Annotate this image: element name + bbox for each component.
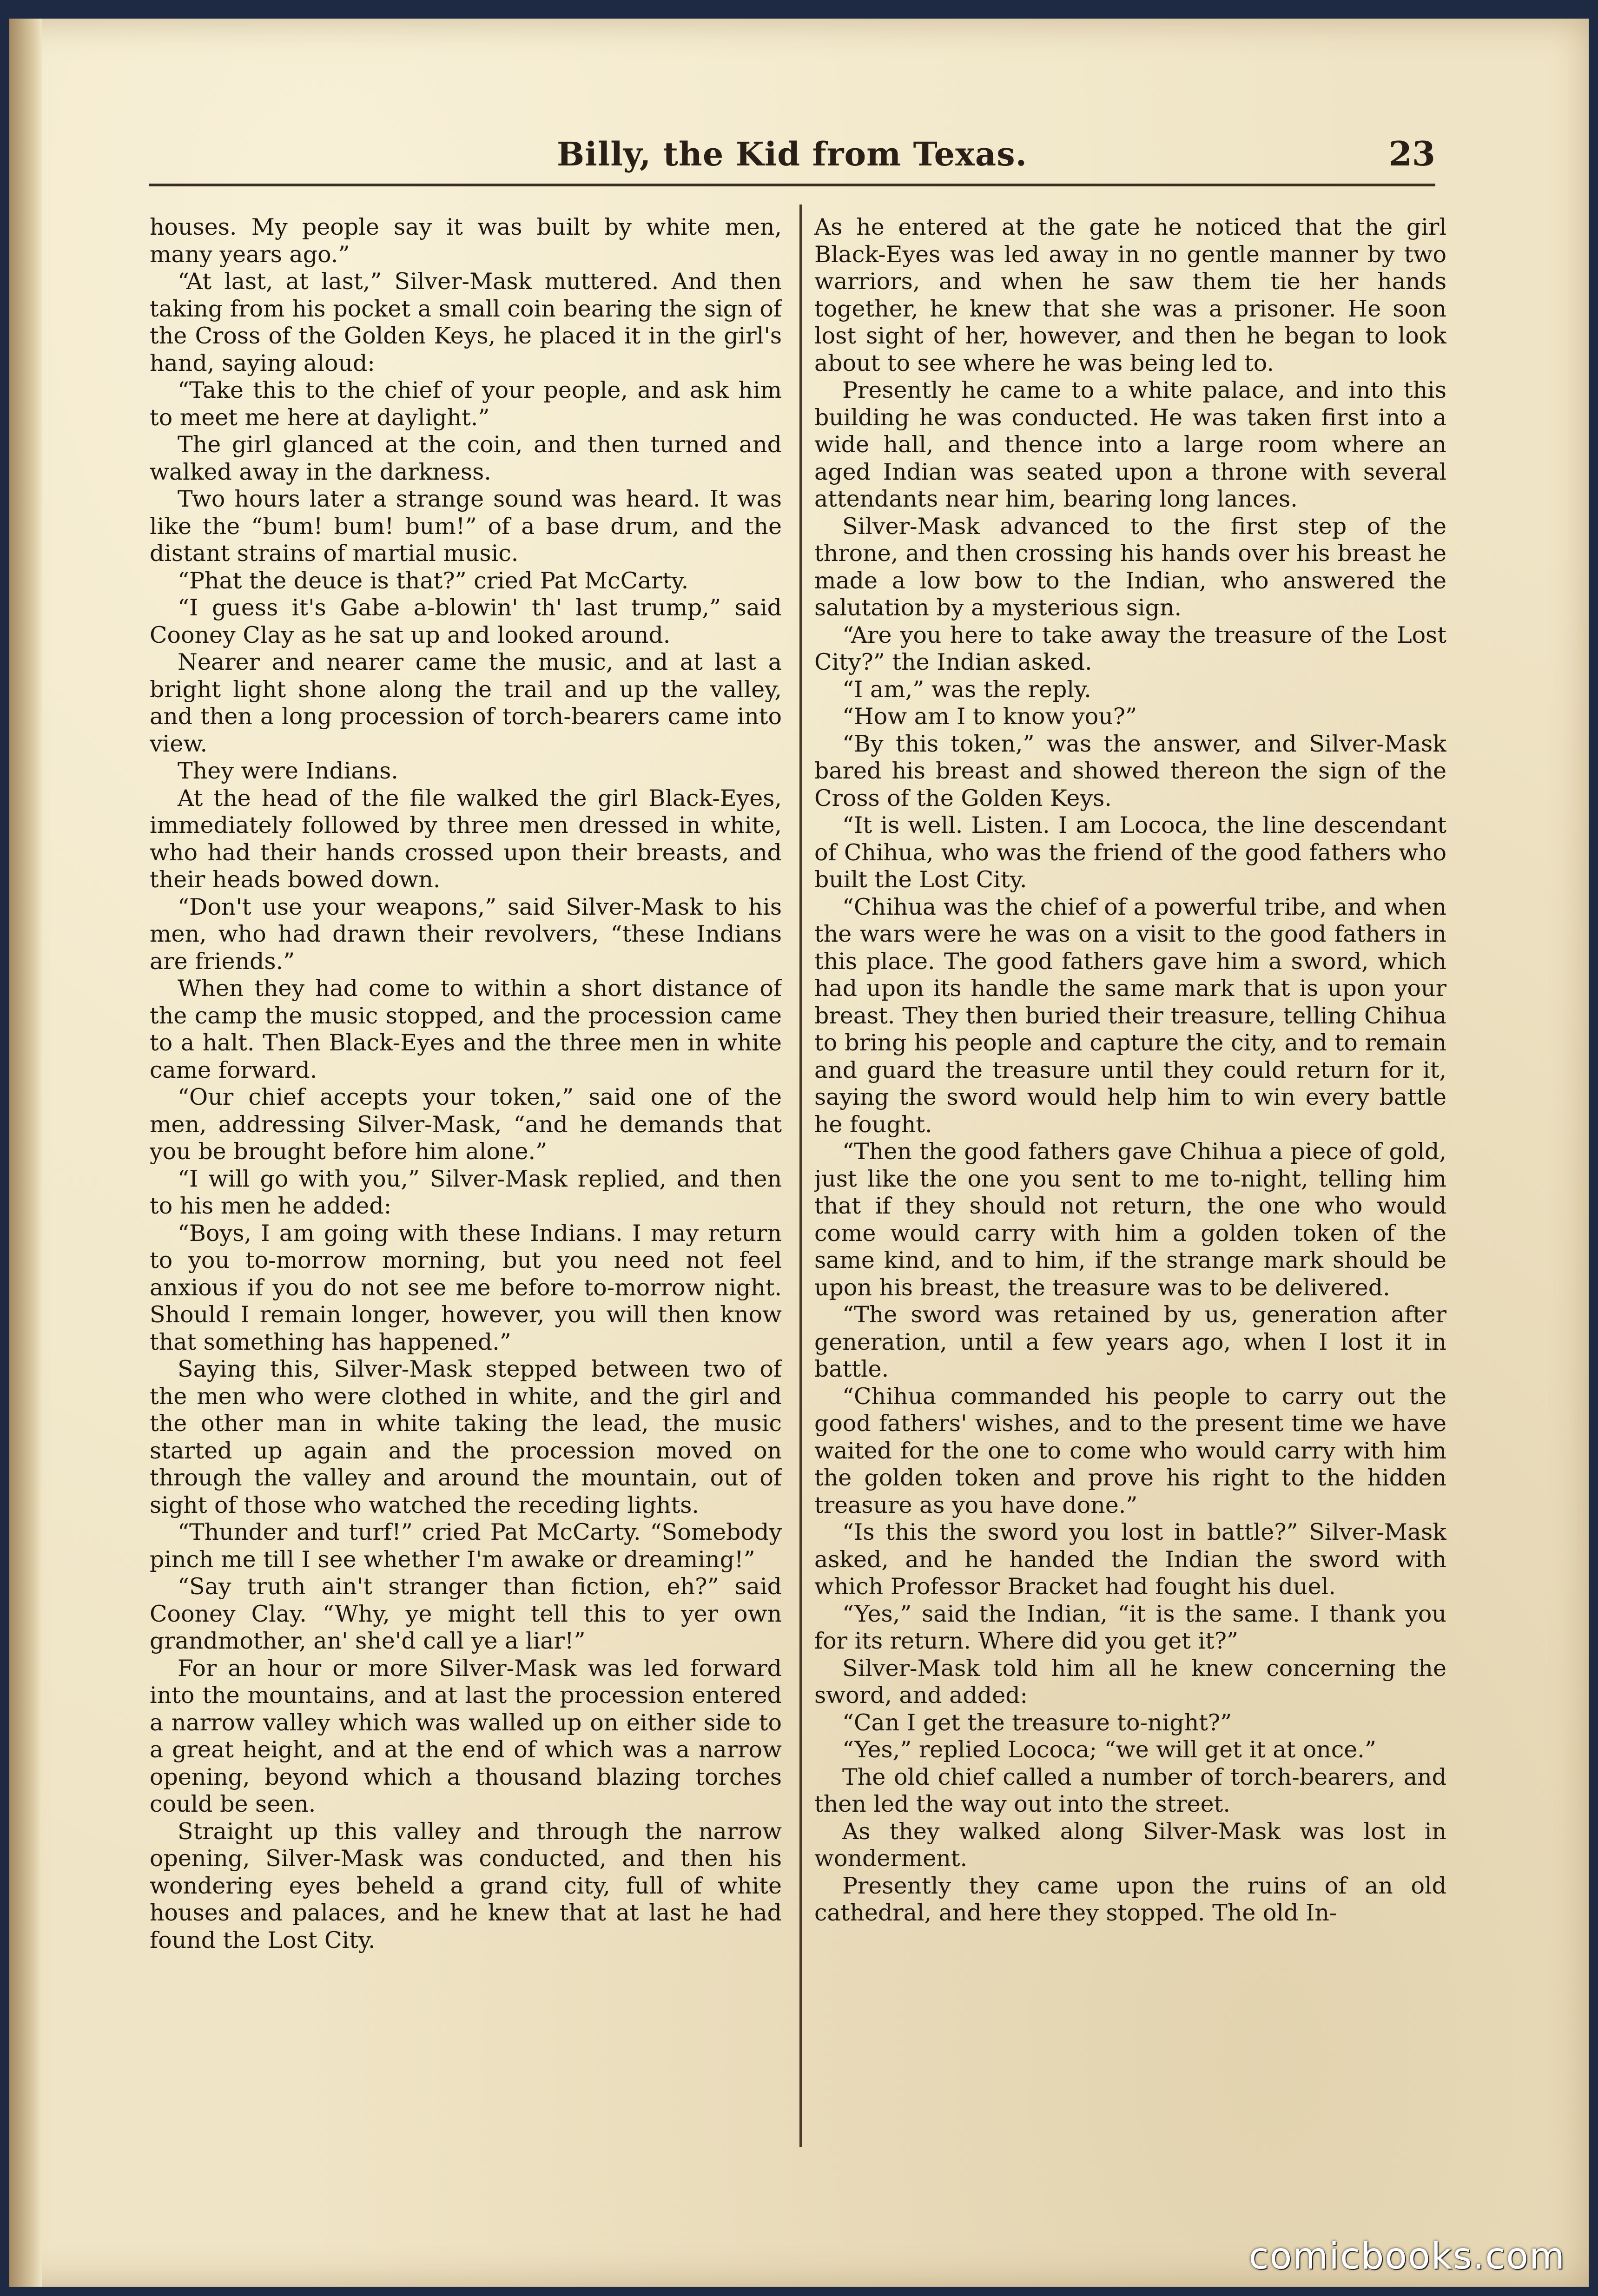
paragraph: “Can I get the treasure to-night?” — [842, 1709, 1232, 1736]
paragraph: They were Indians. — [178, 758, 398, 784]
paragraph: “By this token,” was the answer, and Silver-Mask bared his breast and showed thereon the sign of the Cross of the Golden Keys. — [814, 730, 1446, 812]
running-title: Billy, the Kid from Texas. — [556, 135, 1028, 173]
column-divider — [799, 205, 802, 2147]
paragraph: “Yes,” said the Indian, “it is the same. I thank you for its return. Where did you get it?” — [814, 1600, 1446, 1654]
paragraph: Nearer and nearer came the music, and at last a bright light shone along the trail and up the valley, and then a long procession of torch-bearers came into view. — [150, 649, 782, 757]
paragraph: Presently he came to a white palace, and into this building he was conducted. He was taken first into a wide hall, and thence into a large room where an aged Indian was seated upon a throne with several attendants near him, bearing long lances. — [814, 377, 1446, 512]
page-spine — [9, 19, 42, 2287]
paragraph: “At last, at last,” Silver-Mask muttered. And then taking from his pocket a small coin bearing the sign of the Cross of the Golden Keys, he placed it in the girl's hand, saying aloud: — [150, 268, 782, 376]
paragraph: Silver-Mask told him all he knew concerning the sword, and added: — [814, 1655, 1446, 1709]
page-header — [149, 125, 1435, 195]
paragraph: Saying this, Silver-Mask stepped between two of the men who were clothed in white, and the girl and the other man in white taking the lead, the music started up again and the procession moved on through the valley and around the mountain, out of sight of those who watched the receding lights. — [150, 1356, 782, 1518]
paragraph: “I guess it's Gabe a-blowin' th' last trump,” said Cooney Clay as he sat up and looked around. — [150, 594, 782, 648]
paragraph: Silver-Mask advanced to the first step of the throne, and then crossing his hands over his breast he made a low bow to the Indian, who answered the salutation by a mysterious sign. — [814, 513, 1446, 621]
paragraph: “Yes,” replied Lococa; “we will get it at once.” — [842, 1736, 1376, 1763]
paragraph: “Then the good fathers gave Chihua a piece of gold, just like the one you sent to me to-night, telling him that if they should not return, the one who would come would carry with him a golden token of the same kind, and to him, if the strange mark should be upon his breast, the treasure was to be delivered. — [814, 1138, 1446, 1301]
paragraph: “It is well. Listen. I am Lococa, the line descendant of Chihua, who was the friend of the good fathers who built the Lost City. — [814, 812, 1446, 893]
paragraph: For an hour or more Silver-Mask was led forward into the mountains, and at last the procession entered a narrow valley which was walled up on either side to a great height, and at the end of which was a narrow opening, beyond which a thousand blazing torches could be seen. — [150, 1655, 782, 1817]
header-rule — [149, 184, 1435, 186]
site-watermark: comicbooks.com — [1248, 2236, 1565, 2277]
magazine-page — [9, 19, 1589, 2287]
paragraph: “I will go with you,” Silver-Mask replied, and then to his men he added: — [150, 1165, 782, 1219]
paragraph: houses. My people say it was built by white men, many years ago.” — [150, 214, 782, 268]
paragraph: Presently they came upon the ruins of an old cathedral, and here they stopped. The old In- — [814, 1872, 1446, 1926]
paragraph: “Chihua commanded his people to carry out the good fathers' wishes, and to the present time we have waited for the one to come who would carry with him the golden token and prove his right to the hidden treasure as you have done.” — [814, 1383, 1446, 1518]
paragraph: “Chihua was the chief of a powerful tribe, and when the wars were he was on a visit to the good fathers in this place. The good fathers gave him a sword, which had upon its handle the same mark that is upon your breast. They then buried their treasure, telling Chihua to bring his people and capture the city, and to remain and guard the treasure until they could return for it, saying the sword would help him to win every battle he fought. — [814, 893, 1446, 1138]
paragraph: “Our chief accepts your token,” said one of the men, addressing Silver-Mask, “and he demands that you be brought before him alone.” — [150, 1084, 782, 1165]
paragraph: When they had come to within a short distance of the camp the music stopped, and the procession came to a halt. Then Black-Eyes and the three men in white came forward. — [150, 975, 782, 1083]
paragraph: “Boys, I am going with these Indians. I may return to you to-morrow morning, but you need not feel anxious if you do not see me before to-morrow night. Should I remain longer, however, you will then know that something has happened.” — [150, 1220, 782, 1355]
page-number: 23 — [1388, 134, 1435, 173]
paragraph: The girl glanced at the coin, and then turned and walked away in the darkness. — [150, 431, 782, 485]
paragraph: The old chief called a number of torch-bearers, and then led the way out into the street. — [814, 1763, 1446, 1817]
paragraph: “Phat the deuce is that?” cried Pat McCarty. — [178, 567, 689, 594]
paragraph: “Don't use your weapons,” said Silver-Mask to his men, who had drawn their revolvers, “these Indians are friends.” — [150, 893, 782, 975]
paragraph: “Thunder and turf!” cried Pat McCarty. “Somebody pinch me till I see whether I'm awake or dreaming!” — [150, 1519, 782, 1573]
right-text-column — [814, 214, 1446, 2157]
paragraph: At the head of the file walked the girl Black-Eyes, immediately followed by three men dressed in white, who had their hands crossed upon their breasts, and their heads bowed down. — [150, 785, 782, 893]
paragraph: “The sword was retained by us, generation after generation, until a few years ago, when I lost it in battle. — [814, 1301, 1446, 1382]
paragraph: As they walked along Silver-Mask was lost in wonderment. — [814, 1818, 1446, 1872]
paragraph: Straight up this valley and through the narrow opening, Silver-Mask was conducted, and then his wondering eyes beheld a grand city, full of white houses and palaces, and he knew that at last he had found the Lost City. — [150, 1818, 782, 1953]
paragraph: “Say truth ain't stranger than fiction, eh?” said Cooney Clay. “Why, ye might tell this to yer own grandmother, an' she'd call ye a liar!” — [150, 1573, 782, 1654]
paragraph: As he entered at the gate he noticed that the girl Black-Eyes was led away in no gentle manner by two warriors, and when he saw them tie her hands together, he knew that she was a prisoner. He soon lost sight of her, however, and then he began to look about to see where he was being led to. — [814, 214, 1446, 376]
paragraph: “I am,” was the reply. — [842, 676, 1091, 703]
paragraph: “Is this the sword you lost in battle?” Silver-Mask asked, and he handed the Indian the sword with which Professor Bracket had fought his duel. — [814, 1519, 1446, 1600]
paragraph: Two hours later a strange sound was heard. It was like the “bum! bum! bum!” of a base drum, and the distant strains of martial music. — [150, 486, 782, 567]
paragraph: “Are you here to take away the treasure of the Lost City?” the Indian asked. — [814, 621, 1446, 675]
paragraph: “Take this to the chief of your people, and ask him to meet me here at daylight.” — [150, 377, 782, 431]
left-text-column — [150, 214, 782, 2157]
paragraph: “How am I to know you?” — [842, 703, 1137, 730]
